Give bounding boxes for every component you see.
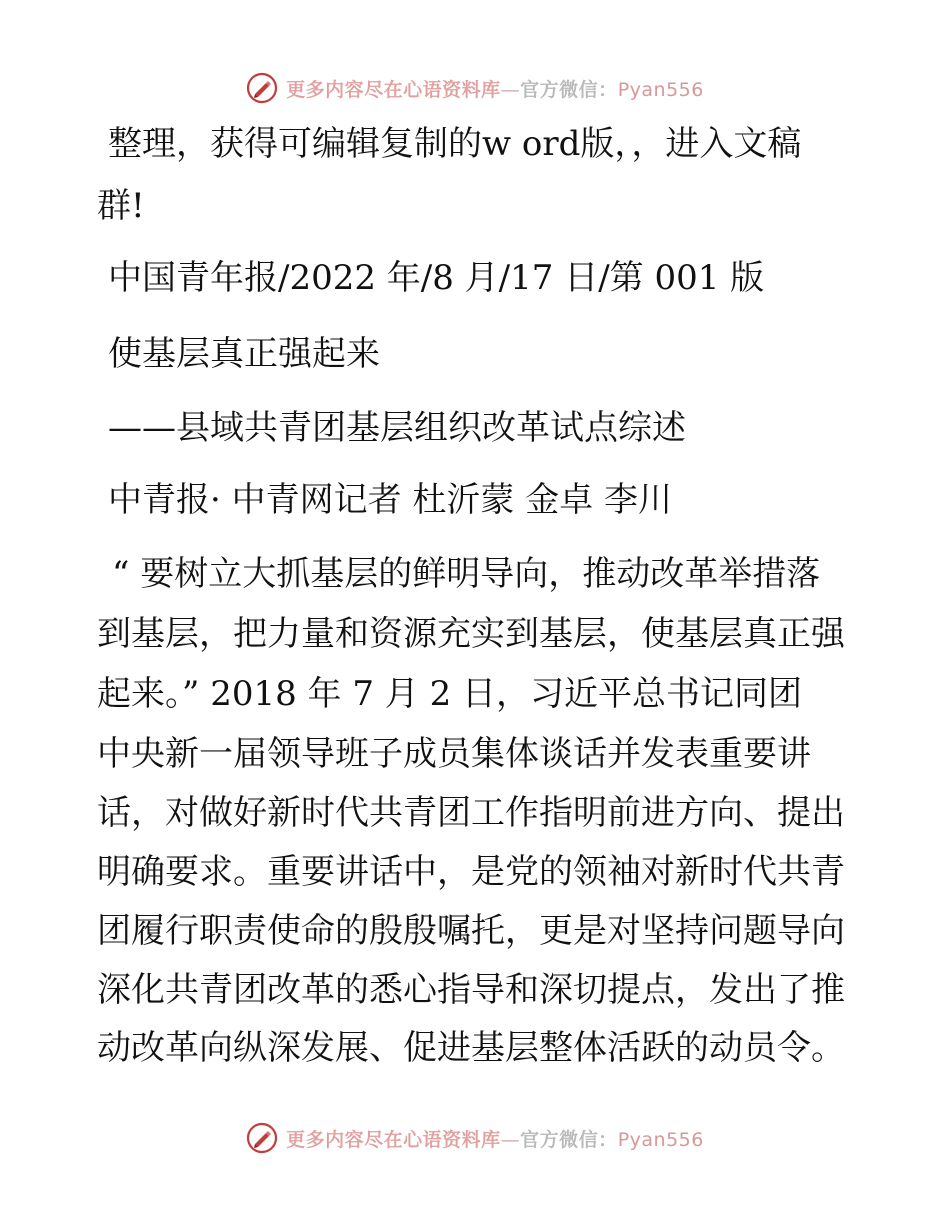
pen-logo-icon bbox=[246, 72, 278, 104]
watermark-banner-bottom bbox=[0, 1122, 950, 1154]
source-line: 中国青年报/2022 年/8 月/17 日/第 001 版 bbox=[108, 258, 765, 298]
watermark-prefix: 更多内容尽在心语资料库 bbox=[286, 1128, 501, 1151]
watermark-text bbox=[286, 75, 704, 102]
article-subtitle: ——县域共青团基层组织改革试点综述 bbox=[108, 408, 686, 448]
byline: 中青报· 中青网记者 杜沂蒙 金卓 李川 bbox=[108, 480, 673, 520]
body-line-6: 明确要求。重要讲话中，是党的领袖对新时代共青 bbox=[97, 852, 845, 892]
body-line-1: “ 要树立大抓基层的鲜明导向，推动改革举措落 bbox=[112, 554, 821, 594]
body-line-7: 团履行职责使命的殷殷嘱托，更是对坚持问题导向 bbox=[97, 911, 845, 951]
body-line-3: 起来。” 2018 年 7 月 2 日，习近平总书记同团 bbox=[97, 674, 803, 714]
watermark-official-label: 官方微信： bbox=[520, 78, 618, 101]
body-line-5: 话，对做好新时代共青团工作指明前进方向、提出 bbox=[97, 793, 845, 833]
pen-logo-icon bbox=[246, 1122, 278, 1154]
watermark-separator: — bbox=[500, 78, 521, 101]
watermark-prefix: 更多内容尽在心语资料库 bbox=[286, 78, 501, 101]
article-title: 使基层真正强起来 bbox=[108, 334, 380, 374]
watermark-wechat-id: Pyan556 bbox=[617, 78, 704, 101]
body-line-9: 动改革向纵深发展、促进基层整体活跃的动员令。 bbox=[97, 1028, 845, 1068]
watermark-official-label: 官方微信： bbox=[520, 1128, 618, 1151]
watermark-text bbox=[286, 1125, 704, 1152]
body-line-4: 中央新一届领导班子成员集体谈话并发表重要讲 bbox=[97, 734, 811, 774]
intro-line-1: 整理，获得可编辑复制的w ord版，，进入文稿 bbox=[108, 124, 802, 164]
body-line-8: 深化共青团改革的悉心指导和深切提点，发出了推 bbox=[97, 970, 845, 1010]
watermark-separator: — bbox=[500, 1128, 521, 1151]
body-line-2: 到基层，把力量和资源充实到基层，使基层真正强 bbox=[97, 614, 845, 654]
watermark-banner-top bbox=[0, 72, 950, 104]
watermark-wechat-id: Pyan556 bbox=[617, 1128, 704, 1151]
intro-line-2: 群! bbox=[97, 186, 145, 226]
